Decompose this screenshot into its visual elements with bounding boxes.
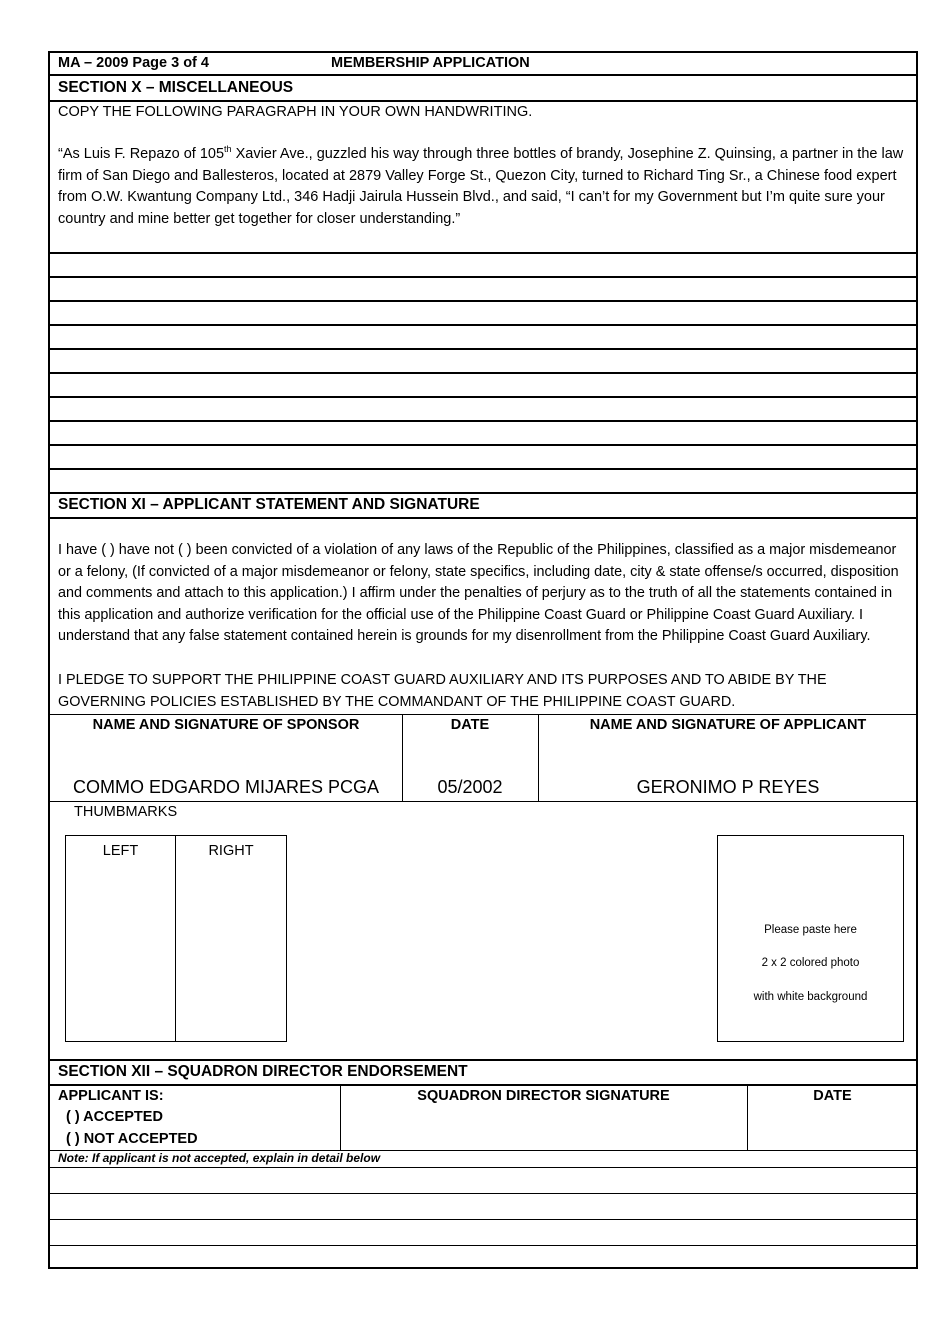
writing-line[interactable] — [50, 372, 916, 374]
writing-line[interactable] — [50, 252, 916, 254]
director-signature-label: SQUADRON DIRECTOR SIGNATURE — [417, 1088, 670, 1104]
applicant-name-field[interactable]: GERONIMO P REYES — [636, 777, 820, 797]
writing-line[interactable] — [50, 444, 916, 446]
writing-line[interactable] — [50, 1167, 916, 1168]
photo-instruction-3: with white background — [753, 991, 868, 1003]
section-x-instruction: COPY THE FOLLOWING PARAGRAPH IN YOUR OWN HANDWRITING. — [58, 104, 533, 120]
writing-line[interactable] — [50, 300, 916, 302]
writing-line[interactable] — [50, 324, 916, 326]
writing-line[interactable] — [50, 420, 916, 422]
thumbmarks-label: THUMBMARKS — [74, 804, 178, 820]
section-x-title: SECTION X – MISCELLANEOUS — [58, 79, 294, 96]
sponsor-label: NAME AND SIGNATURE OF SPONSOR — [92, 717, 360, 733]
writing-line[interactable] — [50, 348, 916, 350]
form-frame — [48, 51, 918, 1269]
pledge-text: I PLEDGE TO SUPPORT THE PHILIPPINE COAST GUARD AUXILIARY AND ITS PURPOSES AND TO ABIDE BY THE GOVERNING POLICIES ESTABLISHED BY THE COMMANDANT OF THE PHILIPPINE COAST GUARD. — [58, 672, 827, 710]
left-thumb-label: LEFT — [102, 843, 139, 859]
applicant-label: NAME AND SIGNATURE OF APPLICANT — [589, 717, 867, 733]
endorsement-date-label: DATE — [813, 1088, 852, 1104]
divider — [50, 74, 916, 76]
column-divider — [175, 836, 176, 1041]
accepted-option[interactable]: ( ) ACCEPTED — [66, 1109, 163, 1125]
not-accepted-option[interactable]: ( ) NOT ACCEPTED — [66, 1131, 198, 1147]
writing-line[interactable] — [50, 1193, 916, 1194]
writing-line[interactable] — [50, 1245, 916, 1246]
photo-box[interactable] — [717, 835, 904, 1042]
section-xii-title: SECTION XII – SQUADRON DIRECTOR ENDORSEMENT — [58, 1063, 468, 1080]
thumbmarks-box[interactable] — [65, 835, 287, 1042]
writing-line[interactable] — [50, 276, 916, 278]
rejection-note: Note: If applicant is not accepted, explain in detail below — [58, 1151, 381, 1165]
writing-line[interactable] — [50, 1219, 916, 1220]
divider — [50, 801, 916, 802]
photo-instruction-1: Please paste here — [764, 924, 857, 936]
page-reference: MA – 2009 Page 3 of 4 — [58, 55, 209, 71]
sponsor-name-field[interactable]: COMMO EDGARDO MIJARES PCGA — [72, 777, 380, 797]
applicant-statement: I have ( ) have not ( ) been convicted of a violation of any laws of the Republic of the Philippines, classified as a major misdemeanor or a felony, (If convicted of a major misdemeanor or felony, state specifics, including date, city & state offense/s occurred, disposition and comments and attach to this application.) I affirm under the penalties of perjury as to the truth of all the statements contained in this application and authorize verification for the official use of the Philippine Coast Guard or Philippine Coast Guard Auxiliary. I understand that any false statement contained herein is grounds for my disenrollment from the Philippine Coast Guard Auxiliary. — [58, 542, 899, 644]
handwriting-paragraph: “As Luis F. Repazo of 105th Xavier Ave., guzzled his way through three bottles of brandy, Josephine Z. Quinsing, a partner in the law firm of San Diego and Ballesteros, located at 2879 Valley Forge St., Quezon City, turned to Richard Ting Sr., a Chinese food expert from O.W. Kwantung Company Ltd., 346 Hadji Jairula Hussein Blvd., and said, “I can’t for my Government but I’m quite sure your country and mine better get together for closer understanding.” — [58, 144, 904, 227]
applicant-is-label: APPLICANT IS: — [58, 1088, 164, 1104]
divider — [50, 517, 916, 519]
date-field[interactable]: 05/2002 — [437, 777, 503, 797]
writing-line[interactable] — [50, 396, 916, 398]
writing-line[interactable] — [50, 468, 916, 470]
form-title: MEMBERSHIP APPLICATION — [331, 55, 530, 71]
photo-instruction-2: 2 x 2 colored photo — [761, 957, 860, 969]
date-label: DATE — [450, 717, 490, 733]
right-thumb-label: RIGHT — [208, 843, 254, 859]
section-xi-title: SECTION XI – APPLICANT STATEMENT AND SIGNATURE — [58, 496, 480, 513]
